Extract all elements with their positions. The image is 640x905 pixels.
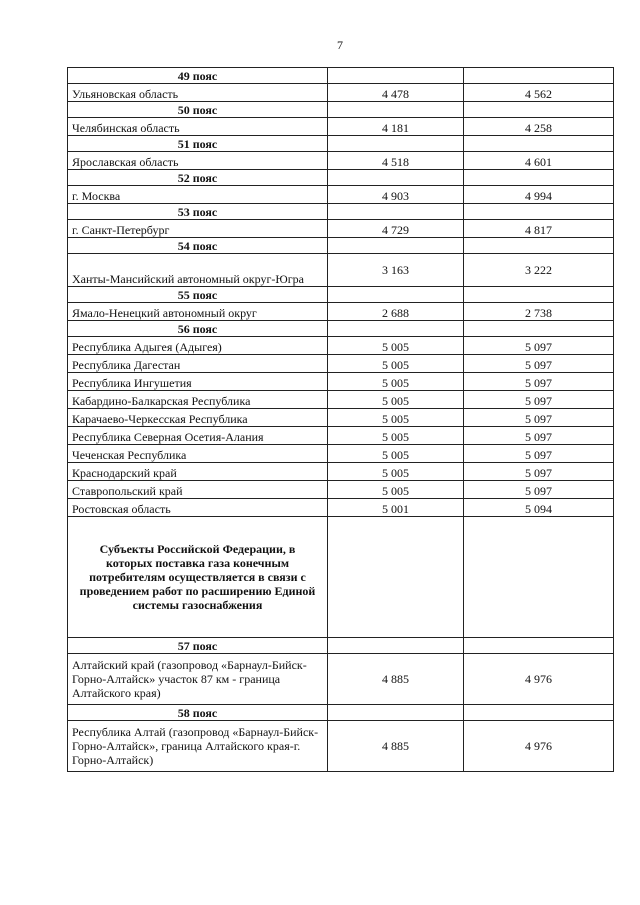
subheading-row — [68, 517, 614, 638]
price-value-1: 5 005 — [328, 445, 464, 463]
price-value-1: 5 005 — [328, 409, 464, 427]
subheading-text: Субъекты Российской Федерации, в которых поставка газа конечным потребителям осуществляется в связи с проведением работ по расширению Единой системы газоснабжения — [68, 517, 328, 638]
price-value-2: 5 097 — [464, 427, 614, 445]
price-value-1: 4 885 — [328, 721, 464, 772]
region-row — [68, 337, 614, 355]
region-name: Ханты-Мансийский автономный округ-Югра — [68, 254, 328, 287]
region-row — [68, 499, 614, 517]
region-row — [68, 186, 614, 204]
price-value-1: 2 688 — [328, 303, 464, 321]
region-name: Ямало-Ненецкий автономный округ — [68, 303, 328, 321]
zone-row — [68, 136, 614, 152]
price-value-1: 5 001 — [328, 499, 464, 517]
price-value-2: 5 097 — [464, 391, 614, 409]
region-name: Республика Адыгея (Адыгея) — [68, 337, 328, 355]
zone-row — [68, 170, 614, 186]
zone-label: 49 пояс — [68, 68, 328, 84]
empty-cell — [464, 102, 614, 118]
tariff-table — [67, 67, 614, 772]
empty-cell — [328, 321, 464, 337]
empty-cell — [328, 170, 464, 186]
price-value-2: 4 817 — [464, 220, 614, 238]
zone-row — [68, 705, 614, 721]
region-name: Чеченская Республика — [68, 445, 328, 463]
region-row — [68, 220, 614, 238]
price-value-1: 3 163 — [328, 254, 464, 287]
price-value-1: 5 005 — [328, 355, 464, 373]
empty-cell — [328, 638, 464, 654]
zone-label: 58 пояс — [68, 705, 328, 721]
price-value-1: 5 005 — [328, 373, 464, 391]
empty-cell — [464, 638, 614, 654]
region-row — [68, 427, 614, 445]
region-row — [68, 254, 614, 287]
region-row — [68, 373, 614, 391]
price-value-2: 5 097 — [464, 409, 614, 427]
region-name: Кабардино-Балкарская Республика — [68, 391, 328, 409]
price-value-1: 4 181 — [328, 118, 464, 136]
price-value-1: 4 903 — [328, 186, 464, 204]
price-value-2: 5 097 — [464, 355, 614, 373]
price-value-1: 5 005 — [328, 391, 464, 409]
empty-cell — [464, 204, 614, 220]
empty-cell — [464, 705, 614, 721]
price-value-2: 4 994 — [464, 186, 614, 204]
price-value-2: 5 097 — [464, 481, 614, 499]
empty-cell — [328, 238, 464, 254]
region-row — [68, 152, 614, 170]
price-value-2: 5 097 — [464, 337, 614, 355]
region-row — [68, 409, 614, 427]
region-row — [68, 445, 614, 463]
empty-cell — [464, 321, 614, 337]
region-row — [68, 463, 614, 481]
empty-cell — [328, 68, 464, 84]
region-name: Карачаево-Черкесская Республика — [68, 409, 328, 427]
price-value-1: 4 518 — [328, 152, 464, 170]
region-row — [68, 303, 614, 321]
region-name: Краснодарский край — [68, 463, 328, 481]
price-value-2: 4 258 — [464, 118, 614, 136]
price-value-2: 4 976 — [464, 654, 614, 705]
zone-label: 54 пояс — [68, 238, 328, 254]
zone-label: 56 пояс — [68, 321, 328, 337]
region-name: г. Санкт-Петербург — [68, 220, 328, 238]
region-name: Республика Алтай (газопровод «Барнаул-Бийск-Горно-Алтайск», граница Алтайского края-г. Горно-Алтайск) — [68, 721, 328, 772]
region-name: Алтайский край (газопровод «Барнаул-Бийск-Горно-Алтайск» участок 87 км - граница Алтайского края) — [68, 654, 328, 705]
region-row — [68, 84, 614, 102]
empty-cell — [464, 68, 614, 84]
zone-label: 57 пояс — [68, 638, 328, 654]
zone-label: 55 пояс — [68, 287, 328, 303]
region-name: Республика Дагестан — [68, 355, 328, 373]
region-row — [68, 355, 614, 373]
empty-cell — [328, 102, 464, 118]
region-row — [68, 721, 614, 772]
zone-label: 52 пояс — [68, 170, 328, 186]
region-name: Челябинская область — [68, 118, 328, 136]
price-value-1: 5 005 — [328, 463, 464, 481]
empty-cell — [328, 705, 464, 721]
empty-cell — [328, 287, 464, 303]
region-name: Республика Северная Осетия-Алания — [68, 427, 328, 445]
region-name: Республика Ингушетия — [68, 373, 328, 391]
region-name: Ульяновская область — [68, 84, 328, 102]
empty-cell — [328, 517, 464, 638]
price-value-2: 5 094 — [464, 499, 614, 517]
zone-row — [68, 204, 614, 220]
price-value-2: 2 738 — [464, 303, 614, 321]
price-value-1: 5 005 — [328, 337, 464, 355]
price-value-2: 4 562 — [464, 84, 614, 102]
empty-cell — [464, 238, 614, 254]
region-name: Ярославская область — [68, 152, 328, 170]
empty-cell — [464, 287, 614, 303]
region-row — [68, 481, 614, 499]
zone-row — [68, 68, 614, 84]
zone-row — [68, 102, 614, 118]
zone-label: 50 пояс — [68, 102, 328, 118]
price-value-2: 5 097 — [464, 463, 614, 481]
price-value-1: 4 885 — [328, 654, 464, 705]
region-row — [68, 654, 614, 705]
price-value-2: 3 222 — [464, 254, 614, 287]
region-row — [68, 118, 614, 136]
empty-cell — [328, 204, 464, 220]
zone-row — [68, 638, 614, 654]
region-name: Ростовская область — [68, 499, 328, 517]
zone-row — [68, 287, 614, 303]
zone-row — [68, 321, 614, 337]
zone-label: 53 пояс — [68, 204, 328, 220]
price-value-1: 4 729 — [328, 220, 464, 238]
price-value-1: 4 478 — [328, 84, 464, 102]
price-value-2: 5 097 — [464, 373, 614, 391]
empty-cell — [464, 136, 614, 152]
region-name: Ставропольский край — [68, 481, 328, 499]
empty-cell — [464, 170, 614, 186]
region-name: г. Москва — [68, 186, 328, 204]
page-number: 7 — [337, 38, 343, 52]
empty-cell — [464, 517, 614, 638]
price-value-2: 4 976 — [464, 721, 614, 772]
price-value-1: 5 005 — [328, 427, 464, 445]
zone-label: 51 пояс — [68, 136, 328, 152]
price-value-2: 5 097 — [464, 445, 614, 463]
empty-cell — [328, 136, 464, 152]
zone-row — [68, 238, 614, 254]
price-value-2: 4 601 — [464, 152, 614, 170]
tariff-table-body — [68, 68, 614, 772]
price-value-1: 5 005 — [328, 481, 464, 499]
region-row — [68, 391, 614, 409]
